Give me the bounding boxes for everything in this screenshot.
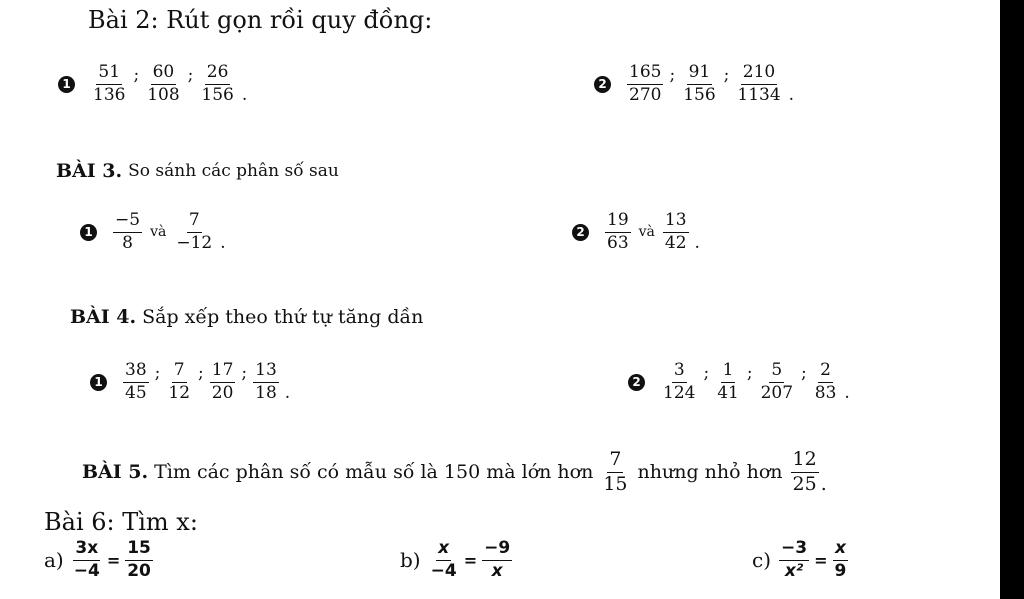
equals-sign: = xyxy=(463,550,478,570)
fraction xyxy=(735,64,782,105)
denominator: 156 xyxy=(201,84,234,105)
fraction xyxy=(779,540,809,581)
fraction xyxy=(791,450,819,495)
denominator: x xyxy=(491,560,503,581)
bai3-item2 xyxy=(572,212,704,253)
denominator: 270 xyxy=(629,84,662,105)
fraction xyxy=(605,212,631,253)
numerator: 13 xyxy=(663,212,689,233)
bai4-item1 xyxy=(90,362,294,403)
numerator: 60 xyxy=(151,64,177,85)
denominator: 1134 xyxy=(737,84,781,105)
numerator: −5 xyxy=(113,212,142,233)
denominator: 136 xyxy=(93,84,126,105)
bai4-item2-badge: 2 xyxy=(628,374,645,391)
bai6-title xyxy=(44,508,198,536)
fraction xyxy=(833,540,849,581)
fraction xyxy=(253,362,279,403)
bai5-text1: Tìm các phân số có mẫu số là 150 mà lớn hơn xyxy=(154,461,594,484)
bai2-item2-badge: 2 xyxy=(594,76,611,93)
fraction xyxy=(166,362,192,403)
denominator: 20 xyxy=(127,560,151,581)
denominator: 63 xyxy=(607,232,629,253)
denominator: −4 xyxy=(430,560,457,581)
period: . xyxy=(284,382,291,403)
denominator: 9 xyxy=(834,560,847,581)
period: . xyxy=(820,472,827,495)
numerator: 91 xyxy=(687,64,713,85)
separator: ; xyxy=(746,362,753,383)
period: . xyxy=(241,84,248,105)
fraction xyxy=(123,362,149,403)
denominator: 41 xyxy=(717,382,739,403)
fraction xyxy=(125,540,153,581)
numerator: 7 xyxy=(607,450,623,473)
denominator: −12 xyxy=(176,232,213,253)
and-word: và xyxy=(638,224,655,241)
separator: ; xyxy=(723,64,730,85)
period: . xyxy=(694,232,700,253)
fraction xyxy=(210,362,236,403)
separator: ; xyxy=(703,362,710,383)
bai2-title xyxy=(88,6,432,34)
bai3-text: So sánh các phân số sau xyxy=(128,161,339,181)
period: . xyxy=(844,382,850,403)
bai6-c xyxy=(752,540,850,581)
numerator: 15 xyxy=(125,540,153,561)
bai5-text2: nhưng nhỏ hơn xyxy=(637,461,783,484)
numerator: x xyxy=(833,540,848,561)
numerator: 210 xyxy=(741,64,777,85)
numerator: 165 xyxy=(627,64,663,85)
fraction xyxy=(429,540,459,581)
period: . xyxy=(220,232,226,253)
separator: ; xyxy=(801,362,807,383)
numerator: 17 xyxy=(210,362,236,383)
bai4-title: BÀI 4. xyxy=(70,306,137,328)
fraction xyxy=(482,540,512,581)
bai5-title: BÀI 5. xyxy=(82,461,149,484)
period: . xyxy=(788,84,795,105)
bai4-heading xyxy=(70,306,429,328)
denominator: 18 xyxy=(255,382,277,403)
fraction xyxy=(715,362,741,403)
bai4-item1-badge: 1 xyxy=(90,374,107,391)
bai6-a-label: a) xyxy=(44,548,64,573)
numerator: 3x xyxy=(73,540,100,561)
bai3-heading xyxy=(56,160,345,182)
denominator: 25 xyxy=(792,472,817,495)
bai4-text: Sắp xếp theo thứ tự tăng dần xyxy=(142,306,424,328)
equals-sign: = xyxy=(106,550,121,570)
bai5-line xyxy=(82,450,827,495)
fraction xyxy=(174,212,214,253)
fraction xyxy=(91,64,127,105)
bai6-title-text: Bài 6: Tìm x: xyxy=(44,508,198,536)
bai2-item1 xyxy=(58,64,251,105)
fraction xyxy=(601,450,629,495)
fraction xyxy=(199,64,235,105)
fraction xyxy=(627,64,663,105)
separator: ; xyxy=(133,64,140,85)
denominator: 12 xyxy=(168,382,191,403)
denominator: 156 xyxy=(683,84,716,105)
and-word: và xyxy=(150,224,167,241)
bai3-title: BÀI 3. xyxy=(56,160,123,182)
numerator: 2 xyxy=(818,362,833,383)
numerator: 3 xyxy=(672,362,687,383)
bai6-b-label: b) xyxy=(400,548,421,573)
bai2-item2 xyxy=(594,64,798,105)
numerator: 51 xyxy=(96,64,122,85)
numerator: x xyxy=(436,540,451,561)
denominator: 83 xyxy=(814,382,837,403)
fraction xyxy=(813,362,839,403)
numerator: 5 xyxy=(769,362,784,383)
denominator: 42 xyxy=(664,232,687,253)
fraction xyxy=(72,540,102,581)
fraction xyxy=(661,362,697,403)
numerator: −9 xyxy=(482,540,512,561)
denominator: x² xyxy=(784,560,804,581)
denominator: 45 xyxy=(125,382,147,403)
numerator: 1 xyxy=(721,362,736,383)
denominator: −4 xyxy=(73,560,100,581)
bai3-item1 xyxy=(80,212,230,253)
equals-sign: = xyxy=(814,550,828,570)
denominator: 20 xyxy=(211,382,234,403)
denominator: 8 xyxy=(122,232,133,253)
numerator: 19 xyxy=(605,212,631,233)
bai6-b xyxy=(400,540,514,581)
numerator: 7 xyxy=(172,362,187,383)
denominator: 124 xyxy=(663,382,696,403)
fraction xyxy=(681,64,717,105)
fraction xyxy=(759,362,795,403)
separator: ; xyxy=(669,64,676,85)
fraction xyxy=(113,212,142,253)
numerator: 13 xyxy=(253,362,279,383)
bai6-c-label: c) xyxy=(752,548,772,573)
separator: ; xyxy=(154,362,161,383)
bai4-item2 xyxy=(628,362,854,403)
right-edge-bar xyxy=(1000,0,1024,599)
denominator: 15 xyxy=(603,472,628,495)
numerator: 7 xyxy=(187,212,202,233)
separator: ; xyxy=(187,64,194,85)
bai2-title-text: Bài 2: Rút gọn rồi quy đồng: xyxy=(88,6,433,34)
denominator: 207 xyxy=(760,382,794,403)
numerator: 38 xyxy=(123,362,149,383)
separator: ; xyxy=(198,362,204,383)
denominator: 108 xyxy=(147,84,180,105)
numerator: 26 xyxy=(205,64,231,85)
bai6-a xyxy=(44,540,155,581)
numerator: −3 xyxy=(779,540,809,561)
bai3-item1-badge: 1 xyxy=(80,224,97,241)
separator: ; xyxy=(241,362,248,383)
fraction xyxy=(663,212,689,253)
numerator: 12 xyxy=(791,450,819,473)
bai3-item2-badge: 2 xyxy=(572,224,589,241)
fraction xyxy=(145,64,181,105)
bai2-item1-badge: 1 xyxy=(58,76,75,93)
